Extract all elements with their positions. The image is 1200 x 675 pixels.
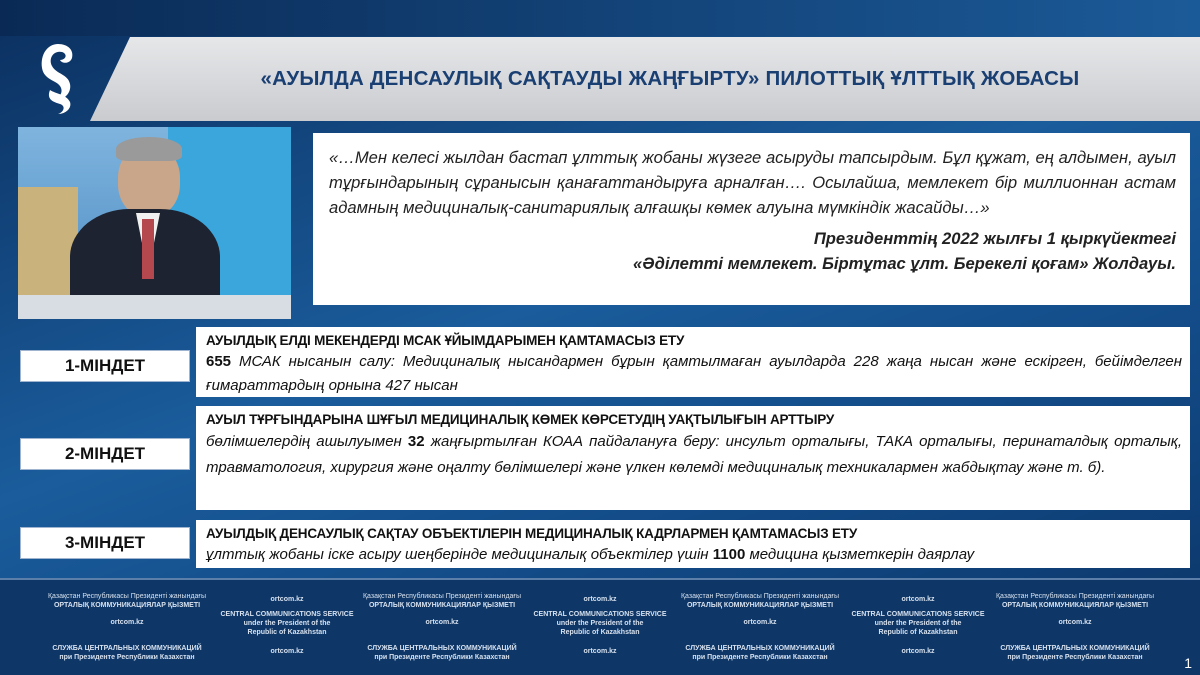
footer-watermark-site xyxy=(1058,618,1091,627)
footer-watermark-site xyxy=(270,595,303,604)
footer-watermark-site xyxy=(583,595,616,604)
footer-kz-line1: Қазақстан Республикасы Президенті жанындағы xyxy=(47,593,207,600)
task-number-3: 1100 xyxy=(712,546,746,563)
footer-watermark-ru-text xyxy=(52,644,201,662)
task-label-2: 2-МІНДЕТ xyxy=(20,438,190,470)
task-text-1 xyxy=(206,350,1182,398)
footer-site: ortcom.kz xyxy=(270,648,304,655)
footer-watermark-site xyxy=(743,618,776,627)
president-quote xyxy=(313,133,1190,305)
footer-ru-line1: СЛУЖБА ЦЕНТРАЛЬНЫХ КОММУНИКАЦИЙ xyxy=(685,645,835,652)
task-label-1: 1-МІНДЕТ xyxy=(20,350,190,382)
footer-site: ortcom.kz xyxy=(743,619,777,626)
footer-watermark-site xyxy=(425,618,458,627)
footer-ru-line2: при Президенте Республики Казахстан xyxy=(1007,654,1143,661)
page-number: 1 xyxy=(1184,655,1192,671)
task-text-3 xyxy=(206,543,1182,567)
footer-ru-line1: СЛУЖБА ЦЕНТРАЛЬНЫХ КОММУНИКАЦИЙ xyxy=(1000,645,1150,652)
footer-kz-line1: Қазақстан Республикасы Президенті жанындағы xyxy=(680,593,840,600)
footer-watermark-kz-text xyxy=(996,592,1154,610)
task-text-2 xyxy=(206,429,1182,481)
task-heading-1: АУЫЛДЫҚ ЕЛДІ МЕКЕНДЕРДІ МСАК ҰЙЫМДАРЫМЕН ҚАМТАМАСЫЗ ЕТУ xyxy=(206,333,685,348)
footer-watermark-kz-text xyxy=(681,592,839,610)
footer-watermark-site xyxy=(583,647,616,656)
desk xyxy=(18,295,291,319)
hair xyxy=(116,137,182,161)
footer-en-line3: Republic of Kazakhstan xyxy=(560,629,640,636)
footer-kz-line2: ОРТАЛЫҚ КОММУНИКАЦИЯЛАР ҚЫЗМЕТІ xyxy=(368,602,516,609)
footer-watermark-site xyxy=(270,647,303,656)
footer-en-line3: Republic of Kazakhstan xyxy=(247,629,327,636)
footer-site: ortcom.kz xyxy=(270,596,304,603)
footer-watermark-ru-text xyxy=(367,644,516,662)
footer-watermark-site xyxy=(901,647,934,656)
task-heading-3: АУЫЛДЫҚ ДЕНСАУЛЫҚ САҚТАУ ОБЪЕКТІЛЕРІН МЕДИЦИНАЛЫҚ КАДРЛАРМЕН ҚАМТАМАСЫЗ ЕТУ xyxy=(206,526,858,541)
top-band xyxy=(0,0,1200,36)
footer-en-line2: under the President of the xyxy=(874,620,962,627)
footer-watermark-ru-text xyxy=(685,644,834,662)
footer-watermark-en-text xyxy=(533,610,666,637)
task-desc-before-3: ұлттық жобаны іске асыру шеңберінде медициналық объектілер үшін xyxy=(206,546,709,563)
quote-text: «…Мен келесі жылдан бастап ұлттық жобаны жүзеге асыруды тапсырдым. Бұл құжат, ең алдымен, ауыл тұрғындарының сұранысын қанағаттандыруға арналған…. Осылайша, мемлекет бір миллионнан астам адамның медициналық-санитариялық алғашқы көмек алуына мүмкіндік жасайды…» xyxy=(329,148,1176,217)
footer-site: ortcom.kz xyxy=(901,648,935,655)
footer-kz-line2: ОРТАЛЫҚ КОММУНИКАЦИЯЛАР ҚЫЗМЕТІ xyxy=(1001,602,1149,609)
task-desc-1: МСАК нысанын салу: Медициналық нысандармен бұрын қамтылмаған ауылдарда 228 жаңа нысан және ескірген, бейімделген ғимараттардың орнына 427 нысан xyxy=(206,353,1182,394)
task-box-3 xyxy=(196,520,1190,568)
footer-site: ortcom.kz xyxy=(110,619,144,626)
task-heading-2: АУЫЛ ТҰРҒЫНДАРЫНА ШҰҒЫЛ МЕДИЦИНАЛЫҚ КӨМЕК КӨРСЕТУДІҢ УАҚТЫЛЫҒЫН АРТТЫРУ xyxy=(206,412,835,427)
footer-en-line1: CENTRAL COMMUNICATIONS SERVICE xyxy=(533,611,667,618)
quote-source xyxy=(329,226,1176,276)
footer-site: ortcom.kz xyxy=(1058,619,1092,626)
task-box-1 xyxy=(196,327,1190,397)
footer-ru-line1: СЛУЖБА ЦЕНТРАЛЬНЫХ КОММУНИКАЦИЙ xyxy=(367,645,517,652)
footer-watermark-site xyxy=(901,595,934,604)
task-label-3: 3-МІНДЕТ xyxy=(20,527,190,559)
president-photo xyxy=(18,127,291,319)
footer-kz-line2: ОРТАЛЫҚ КОММУНИКАЦИЯЛАР ҚЫЗМЕТІ xyxy=(686,602,834,609)
footer-watermark-ru-text xyxy=(1000,644,1149,662)
slide-title: «АУЫЛДА ДЕНСАУЛЫҚ САҚТАУДЫ ЖАҢҒЫРТУ» ПИЛОТТЫҚ ҰЛТТЫҚ ЖОБАСЫ xyxy=(260,67,1080,90)
footer-site: ortcom.kz xyxy=(425,619,459,626)
footer-kz-line1: Қазақстан Республикасы Президенті жанындағы xyxy=(995,593,1155,600)
footer-site: ortcom.kz xyxy=(583,596,617,603)
footer-kz-line2: ОРТАЛЫҚ КОММУНИКАЦИЯЛАР ҚЫЗМЕТІ xyxy=(53,602,201,609)
footer-site: ortcom.kz xyxy=(901,596,935,603)
footer-watermark xyxy=(0,578,1200,675)
footer-ru-line1: СЛУЖБА ЦЕНТРАЛЬНЫХ КОММУНИКАЦИЙ xyxy=(52,645,202,652)
task-desc-before-2: бөлімшелердің ашылуымен xyxy=(206,433,402,450)
footer-watermark-en-text xyxy=(851,610,984,637)
quote-source-line-1: Президенттің 2022 жылғы 1 қыркүйектегі xyxy=(813,229,1176,248)
task-desc-3: медицина қызметкерін даярлау xyxy=(749,546,975,563)
task-number-2: 32 xyxy=(407,433,425,450)
footer-watermark-en-text xyxy=(220,610,353,637)
footer-watermark-kz-text xyxy=(48,592,206,610)
footer-en-line2: under the President of the xyxy=(556,620,644,627)
footer-en-line1: CENTRAL COMMUNICATIONS SERVICE xyxy=(851,611,985,618)
footer-en-line1: CENTRAL COMMUNICATIONS SERVICE xyxy=(220,611,354,618)
quote-source-line-2: «Әділетті мемлекет. Біртұтас ұлт. Берекелі қоғам» Жолдауы. xyxy=(633,254,1176,273)
footer-ru-line2: при Президенте Республики Казахстан xyxy=(374,654,510,661)
footer-watermark-kz-text xyxy=(363,592,521,610)
footer-en-line3: Republic of Kazakhstan xyxy=(878,629,958,636)
footer-ru-line2: при Президенте Республики Казахстан xyxy=(59,654,195,661)
task-box-2 xyxy=(196,406,1190,510)
task-number-1: 655 xyxy=(206,353,232,370)
footer-en-line2: under the President of the xyxy=(243,620,331,627)
footer-watermark-site xyxy=(110,618,143,627)
task-desc-2: жаңғыртылған КОАА пайдалануға беру: инсульт орталығы, ТАКА орталығы, перинаталдық орталық, травматология, хирургия және оңалту бөлімшелері және үлкен көлемді медициналық техникалармен жабдықтау және т. б). xyxy=(206,433,1182,476)
snow-leopard-logo-icon xyxy=(30,38,86,118)
footer-site: ortcom.kz xyxy=(583,648,617,655)
footer-ru-line2: при Президенте Республики Казахстан xyxy=(692,654,828,661)
footer-kz-line1: Қазақстан Республикасы Президенті жанындағы xyxy=(362,593,522,600)
tie xyxy=(142,219,154,279)
